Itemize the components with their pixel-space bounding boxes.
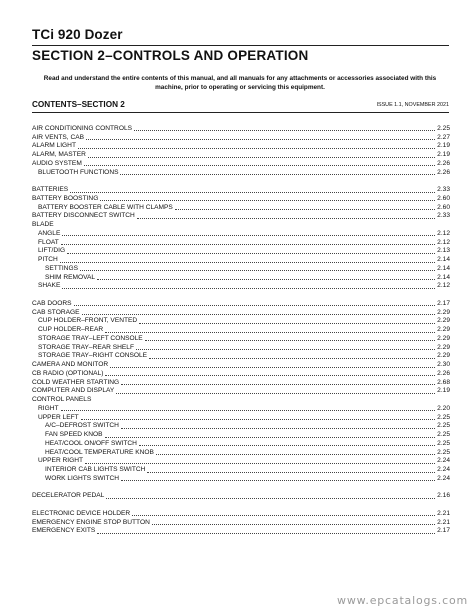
toc-entry-page: 2.25: [437, 448, 450, 456]
toc-entry: [32, 264, 450, 273]
toc-entry-label: COMPUTER AND DISPLAY: [32, 387, 115, 395]
toc-entry-page: 2.27: [437, 133, 450, 141]
toc-entry: [32, 474, 450, 483]
toc-entry-label: EMERGENCY EXITS: [32, 527, 96, 535]
toc-entry-page: 2.25: [437, 124, 450, 132]
dot-leader: [132, 515, 435, 516]
toc-entry-page: 2.25: [437, 413, 450, 421]
toc-entry-page: 2.30: [437, 361, 450, 368]
document-title: TCi 920 Dozer: [32, 27, 123, 42]
toc-entry-label: RIGHT: [38, 404, 59, 412]
dot-leader: [116, 393, 435, 394]
toc-entry: [32, 352, 450, 361]
watermark: www.epcatalogs.com: [337, 594, 468, 607]
dot-leader: [67, 253, 435, 254]
toc-entry: [32, 255, 450, 264]
dot-leader: [86, 139, 435, 140]
dot-leader: [85, 463, 435, 464]
toc-entry-label: BLADE: [32, 221, 54, 228]
toc-entry-label: HEAT/COOL ON/OFF SWITCH: [45, 439, 137, 447]
dot-leader: [106, 498, 435, 499]
toc-entry-label: UPPER LEFT: [38, 413, 79, 421]
toc-entry-label: DECELERATOR PEDAL: [32, 492, 105, 500]
toc-entry: [32, 150, 450, 159]
toc-entry-page: 2.29: [437, 334, 450, 342]
toc-entry: [32, 369, 450, 378]
issue-label: ISSUE 1.1, NOVEMBER 2021: [376, 102, 449, 108]
toc-entry-page: 2.12: [437, 229, 450, 237]
section-title: SECTION 2–CONTROLS AND OPERATION: [32, 48, 309, 63]
toc-entry: [32, 220, 450, 229]
toc-entry-label: UPPER RIGHT: [38, 457, 84, 465]
toc-entry-label: SETTINGS: [45, 264, 78, 272]
dot-leader: [110, 367, 435, 368]
dot-leader: [105, 437, 436, 438]
toc-entry-page: 2.12: [437, 238, 450, 246]
toc-entry-page: 2.60: [437, 194, 450, 202]
toc-entry-page: 2.16: [437, 492, 450, 500]
table-of-contents: [32, 124, 450, 535]
toc-entry-label: BATTERIES: [32, 186, 69, 193]
toc-entry: [32, 465, 450, 474]
toc-entry-label: CAB DOORS: [32, 299, 72, 307]
toc-entry-label: FAN SPEED KNOB: [45, 431, 103, 438]
toc-entry: [32, 317, 450, 326]
dot-leader: [121, 384, 435, 385]
dot-leader: [139, 445, 435, 446]
toc-entry: [32, 527, 450, 536]
toc-entry-page: 2.19: [437, 142, 450, 150]
toc-entry-page: 2.29: [437, 326, 450, 333]
toc-entry: [32, 387, 450, 396]
dot-leader: [156, 454, 435, 455]
toc-entry-label: ALARM, MASTER: [32, 151, 86, 158]
dot-leader: [60, 262, 435, 263]
toc-entry-page: 2.29: [437, 317, 450, 325]
toc-entry-label: BATTERY DISCONNECT SWITCH: [32, 212, 135, 220]
toc-entry-page: 2.14: [437, 273, 450, 281]
dot-leader: [121, 480, 435, 481]
dot-leader: [78, 148, 435, 149]
toc-entry: [32, 422, 450, 431]
toc-entry-label: CONTROL PANELS: [32, 396, 92, 403]
toc-entry-page: 2.21: [437, 518, 450, 526]
toc-entry-page: 2.24: [437, 466, 450, 473]
toc-entry: [32, 457, 450, 466]
toc-entry-page: 2.14: [437, 256, 450, 263]
toc-entry: [32, 378, 450, 387]
dot-leader: [84, 165, 435, 166]
toc-entry-label: HEAT/COOL TEMPERATURE KNOB: [45, 448, 154, 456]
toc-entry: [32, 282, 450, 291]
toc-entry-page: 2.20: [437, 404, 450, 412]
dot-leader: [62, 235, 435, 236]
toc-entry-page: 2.60: [437, 203, 450, 211]
contents-divider: [32, 112, 449, 113]
dot-leader: [137, 218, 435, 219]
toc-entry: [32, 238, 450, 247]
dot-leader: [136, 349, 435, 350]
toc-entry-label: AIR CONDITIONING CONTROLS: [32, 124, 133, 132]
toc-entry-label: AUDIO SYSTEM: [32, 159, 82, 167]
dot-leader: [175, 209, 435, 210]
title-divider: [32, 45, 449, 46]
toc-entry: [32, 334, 450, 343]
dot-leader: [134, 130, 435, 131]
toc-entry: [32, 168, 450, 177]
dot-leader: [152, 524, 435, 525]
toc-entry: [32, 413, 450, 422]
dot-leader: [74, 305, 436, 306]
toc-entry: [32, 325, 450, 334]
toc-entry: [32, 194, 450, 203]
toc-entry: [32, 439, 450, 448]
toc-entry-page: 2.33: [437, 212, 450, 220]
toc-entry: [32, 299, 450, 308]
toc-entry: [32, 247, 450, 256]
toc-entry-label: PITCH: [38, 256, 58, 263]
intro-notice: Read and understand the entire contents of this manual, and all manuals for any attachments or accessories associated with this machine, prior to operating or servicing this equipment.: [43, 75, 437, 91]
toc-entry-label: INTERIOR CAB LIGHTS SWITCH: [45, 466, 146, 473]
toc-entry-page: 2.26: [437, 168, 450, 176]
dot-leader: [105, 375, 435, 376]
toc-entry-page: 2.25: [437, 439, 450, 447]
toc-entry: [32, 343, 450, 352]
toc-entry: [32, 404, 450, 413]
dot-leader: [88, 157, 435, 158]
toc-entry-label: ELECTRONIC DEVICE HOLDER: [32, 509, 131, 517]
toc-entry: [32, 308, 450, 317]
toc-entry: [32, 133, 450, 142]
dot-leader: [80, 270, 435, 271]
toc-entry-page: 2.29: [437, 308, 450, 316]
dot-leader: [97, 533, 435, 534]
toc-entry: [32, 229, 450, 238]
toc-entry-label: CAMERA AND MONITOR: [32, 361, 109, 368]
toc-entry-label: COLD WEATHER STARTING: [32, 378, 120, 386]
toc-entry: [32, 212, 450, 221]
toc-entry: [32, 142, 450, 151]
dot-leader: [82, 314, 436, 315]
toc-entry: [32, 360, 450, 369]
toc-entry-label: ANGLE: [38, 229, 61, 237]
contents-heading: CONTENTS–SECTION 2: [32, 100, 125, 109]
toc-entry-page: 2.24: [437, 457, 450, 465]
dot-leader: [97, 279, 435, 280]
toc-entry-page: 2.21: [437, 509, 450, 517]
toc-entry: [32, 395, 450, 404]
toc-entry-label: CAB STORAGE: [32, 308, 80, 316]
toc-entry: [32, 203, 450, 212]
toc-entry: [32, 124, 450, 133]
toc-entry: [32, 430, 450, 439]
toc-entry-page: 2.68: [437, 378, 450, 386]
toc-entry: [32, 273, 450, 282]
toc-entry-page: 2.26: [437, 159, 450, 167]
toc-entry-label: STORAGE TRAY–REAR SHELF: [38, 343, 135, 351]
toc-entry-page: 2.17: [437, 299, 450, 307]
toc-entry-page: 2.25: [437, 431, 450, 438]
toc-entry-label: SHIM REMOVAL: [45, 273, 96, 281]
dot-leader: [105, 332, 435, 333]
dot-leader: [100, 200, 435, 201]
toc-entry-label: FLOAT: [38, 238, 59, 246]
toc-entry-label: WORK LIGHTS SWITCH: [45, 474, 119, 482]
toc-entry: [32, 185, 450, 194]
dot-leader: [139, 323, 435, 324]
toc-entry-label: BATTERY BOOSTING: [32, 194, 99, 202]
toc-entry: [32, 159, 450, 168]
toc-entry-page: 2.29: [437, 352, 450, 360]
toc-entry-label: A/C–DEFROST SWITCH: [45, 422, 119, 430]
toc-entry: [32, 492, 450, 501]
toc-entry-page: 2.26: [437, 369, 450, 377]
dot-leader: [149, 358, 435, 359]
dot-leader: [62, 288, 435, 289]
dot-leader: [145, 340, 435, 341]
dot-leader: [61, 244, 435, 245]
toc-entry-label: CUP HOLDER–REAR: [38, 326, 104, 333]
toc-entry-page: 2.19: [437, 387, 450, 395]
toc-entry-page: 2.25: [437, 422, 450, 430]
toc-entry-page: 2.29: [437, 343, 450, 351]
toc-entry-label: LIFT/DIG: [38, 247, 66, 255]
toc-entry-label: ALARM LIGHT: [32, 142, 76, 150]
dot-leader: [147, 472, 435, 473]
toc-entry-page: 2.12: [437, 282, 450, 290]
dot-leader: [121, 428, 435, 429]
toc-entry-label: CB RADIO (OPTIONAL): [32, 369, 104, 377]
toc-entry-page: 2.19: [437, 151, 450, 158]
dot-leader: [61, 410, 436, 411]
dot-leader: [120, 174, 435, 175]
toc-entry: [32, 518, 450, 527]
toc-entry-label: STORAGE TRAY–LEFT CONSOLE: [38, 334, 143, 342]
toc-entry-label: SHAKE: [38, 282, 61, 290]
toc-entry-label: CUP HOLDER–FRONT, VENTED: [38, 317, 138, 325]
toc-entry-page: 2.33: [437, 186, 450, 193]
toc-entry-page: 2.24: [437, 474, 450, 482]
dot-leader: [70, 192, 435, 193]
toc-entry-label: EMERGENCY ENGINE STOP BUTTON: [32, 518, 150, 526]
toc-entry-page: 2.17: [437, 527, 450, 535]
dot-leader: [81, 419, 435, 420]
toc-entry-label: BATTERY BOOSTER CABLE WITH CLAMPS: [38, 203, 173, 211]
toc-entry-label: STORAGE TRAY–RIGHT CONSOLE: [38, 352, 148, 360]
toc-entry: [32, 448, 450, 457]
toc-entry-page: 2.13: [437, 247, 450, 255]
toc-entry: [32, 509, 450, 518]
toc-entry-page: 2.14: [437, 264, 450, 272]
toc-entry-label: BLUETOOTH FUNCTIONS: [38, 168, 119, 176]
toc-entry-label: AIR VENTS, CAB: [32, 133, 85, 141]
